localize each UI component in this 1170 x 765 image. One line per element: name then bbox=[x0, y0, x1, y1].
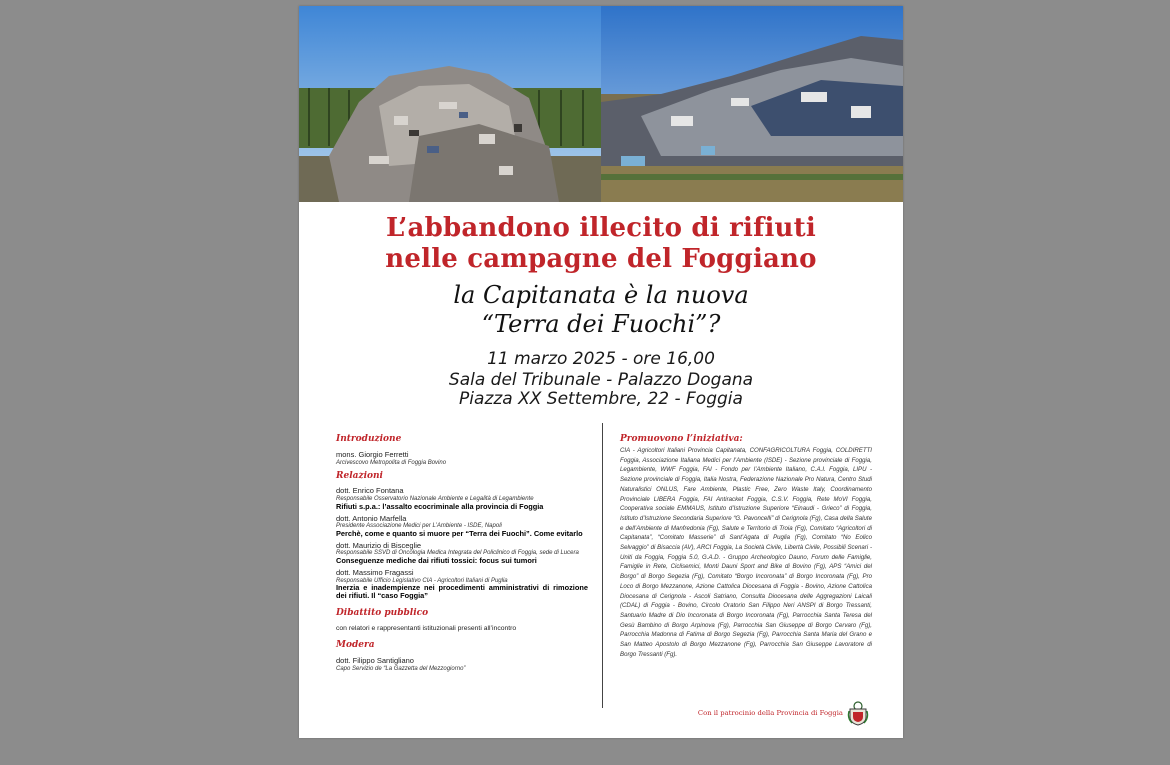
speaker-role: Responsabile SSVD di Oncologia Medica Integrata del Policlinico di Foggia, sede di Lucera bbox=[336, 550, 579, 557]
dumped-waste-field-photo bbox=[601, 6, 903, 202]
event-address: Piazza XX Settembre, 22 - Foggia bbox=[459, 389, 743, 409]
speaker-name: dott. Maurizio di Bisceglie bbox=[336, 540, 422, 550]
promoters-column bbox=[620, 434, 872, 659]
speaker-item bbox=[336, 542, 588, 565]
speaker-talk: Rifiuti s.p.a.: l’assalto ecocriminale alla provincia di Foggia bbox=[336, 501, 544, 511]
provincia-foggia-crest-icon bbox=[846, 700, 870, 726]
program-column bbox=[336, 434, 588, 673]
modera-name: dott. Filippo Santigliano bbox=[336, 656, 414, 666]
event-date-time: 11 marzo 2025 - ore 16,00 bbox=[487, 349, 715, 369]
speaker-item bbox=[336, 515, 588, 538]
speaker-role: Presidente Associazione Medici per L’Ambiente - ISDE, Napoli bbox=[336, 523, 502, 530]
poster-page bbox=[299, 6, 903, 738]
speaker-talk: Conseguenze mediche dai rifiuti tossici: focus sui tumori bbox=[336, 556, 537, 566]
speaker-role: Responsabile Osservatorio Nazionale Ambiente e Legalità di Legambiente bbox=[336, 495, 534, 502]
modera-role: Capo Servizio de “La Gazzetta del Mezzogiorno” bbox=[336, 665, 466, 672]
column-divider bbox=[602, 423, 603, 708]
subtitle-line-2: “Terra dei Fuochi”? bbox=[481, 310, 721, 338]
dibattito-text: con relatori e rappresentanti istituzionali presenti all’incontro bbox=[336, 625, 517, 633]
promoters-heading: Promuovono l’iniziativa: bbox=[620, 434, 743, 444]
waste-bales-photo bbox=[299, 6, 601, 202]
modera-heading: Modera bbox=[336, 640, 375, 651]
speaker-talk: Inerzia e inadempienze nei procedimenti amministrativi di rimozione dei rifiuti. Il “caso Foggia” bbox=[336, 583, 588, 601]
subtitle-line-1: la Capitanata è la nuova bbox=[453, 281, 749, 309]
speaker-item bbox=[336, 569, 588, 600]
event-venue: Sala del Tribunale - Palazzo Dogana bbox=[448, 370, 754, 390]
speaker-talk: Perchè, come e quanto si muore per “Terra dei Fuochi”. Come evitarlo bbox=[336, 528, 583, 538]
speaker-name: dott. Enrico Fontana bbox=[336, 486, 404, 496]
intro-role: Arcivescovo Metropolita di Foggia Bovino bbox=[336, 459, 447, 466]
patrocinio-note: Con il patrocinio della Provincia di Foggia bbox=[697, 709, 843, 717]
promoters-text: CIA - Agricoltori Italiani Provincia Capitanata, CONFAGRICOLTURA Foggia, COLDIRETTI Foggia, Associazione Italiana Medici per l’Ambiente (ISDE) - Sezione provinciale di Foggia, Legambiente, WWF Foggia, FAI - Fondo per l’Ambiente Italiano, C.A.I. Foggia, LIPU - Sezione provinciale di Foggia, Italia Nostra, Federazione Nazionale Pro Natura, Centro Studi Naturalistici ONLUS, Fare Ambiente, Plastic Free, Zero Waste Italy, Coordinamento Provinciale LIBERA Foggia, FAI Antiracket Foggia, C.S.V. Foggia, Rete MoVI Foggia, Cooperativa sociale EMMAUS, Istituto d’Istruzione Superiore “Einaudi - Grieco” di Foggia, Istituto d’Istruzione Secondaria Superiore “G. Pavoncelli” di Cerignola (Fg), Casa della Salute e dell’Ambiente di Manfredonia (Fg), Salute e Territorio di Troia (Fg), Comitato “Agricoltori di Capitanata”, “Comitato Masserie” di Sant’Agata di Puglia (Fg), Comitato “No Eolico Selvaggio” di Bisaccia (AV), ARCI Foggia, La Società Civile, Libertà Civile, Possibili Scenari - Uniti da Foggia, Foggia 5.0, G.A.D. - Gruppo Archeologico Dauno, Forum delle Famiglie, Famiglie in Rete, Ciclisemici, Monti Dauni Sport and Bike di Bovino (Fg), APS “Amici del Borgo” di Borgo Segezia (Fg), Comitato “Borgo Incoronata” di Borgo Incoronata (Fg), Pro Loco di Borgo Mezzanone, Azione Cattolica Diocesana di Foggia - Bovino, Azione Cattolica Diocesana di Cerignola - Ascoli Satriano, Consulta Diocesana delle Aggregazioni Laicali (CDAL) di Foggia - Bovino, Circolo Oratorio San Filippo Neri ANSPI di Borgo Tressanti, Santuario Madre di Dio Incoronata di Borgo Incoronata (Fg), Parrocchia Santa Teresa del Gesù Bambino di Borgo Arpinova (Fg), Parrocchia San Giuseppe di Borgo Cervaro (Fg), Parrocchia Madonna di Fatima di Borgo Segezia (Fg), Parrocchia Santa Maria del Grano e San Matteo Apostolo di Borgo Mezzanone (Fg), Parrocchia San Giuseppe Lavoratore di Borgo Tressanti (Fg). bbox=[620, 447, 872, 658]
main-title-line-1: L’abbandono illecito di rifiuti bbox=[386, 213, 816, 243]
intro-name: mons. Giorgio Ferretti bbox=[336, 450, 409, 459]
speaker-role: Responsabile Ufficio Legislativo CIA - Agricoltori Italiani di Puglia bbox=[336, 577, 508, 584]
speaker-name: dott. Antonio Marfella bbox=[336, 513, 407, 523]
speaker-name: dott. Massimo Fragassi bbox=[336, 568, 414, 578]
speaker-item bbox=[336, 487, 588, 510]
main-title-line-2: nelle campagne del Foggiano bbox=[385, 244, 817, 274]
relazioni-heading: Relazioni bbox=[336, 471, 383, 482]
intro-heading: Introduzione bbox=[336, 434, 402, 444]
dibattito-heading: Dibattito pubblico bbox=[336, 608, 429, 619]
